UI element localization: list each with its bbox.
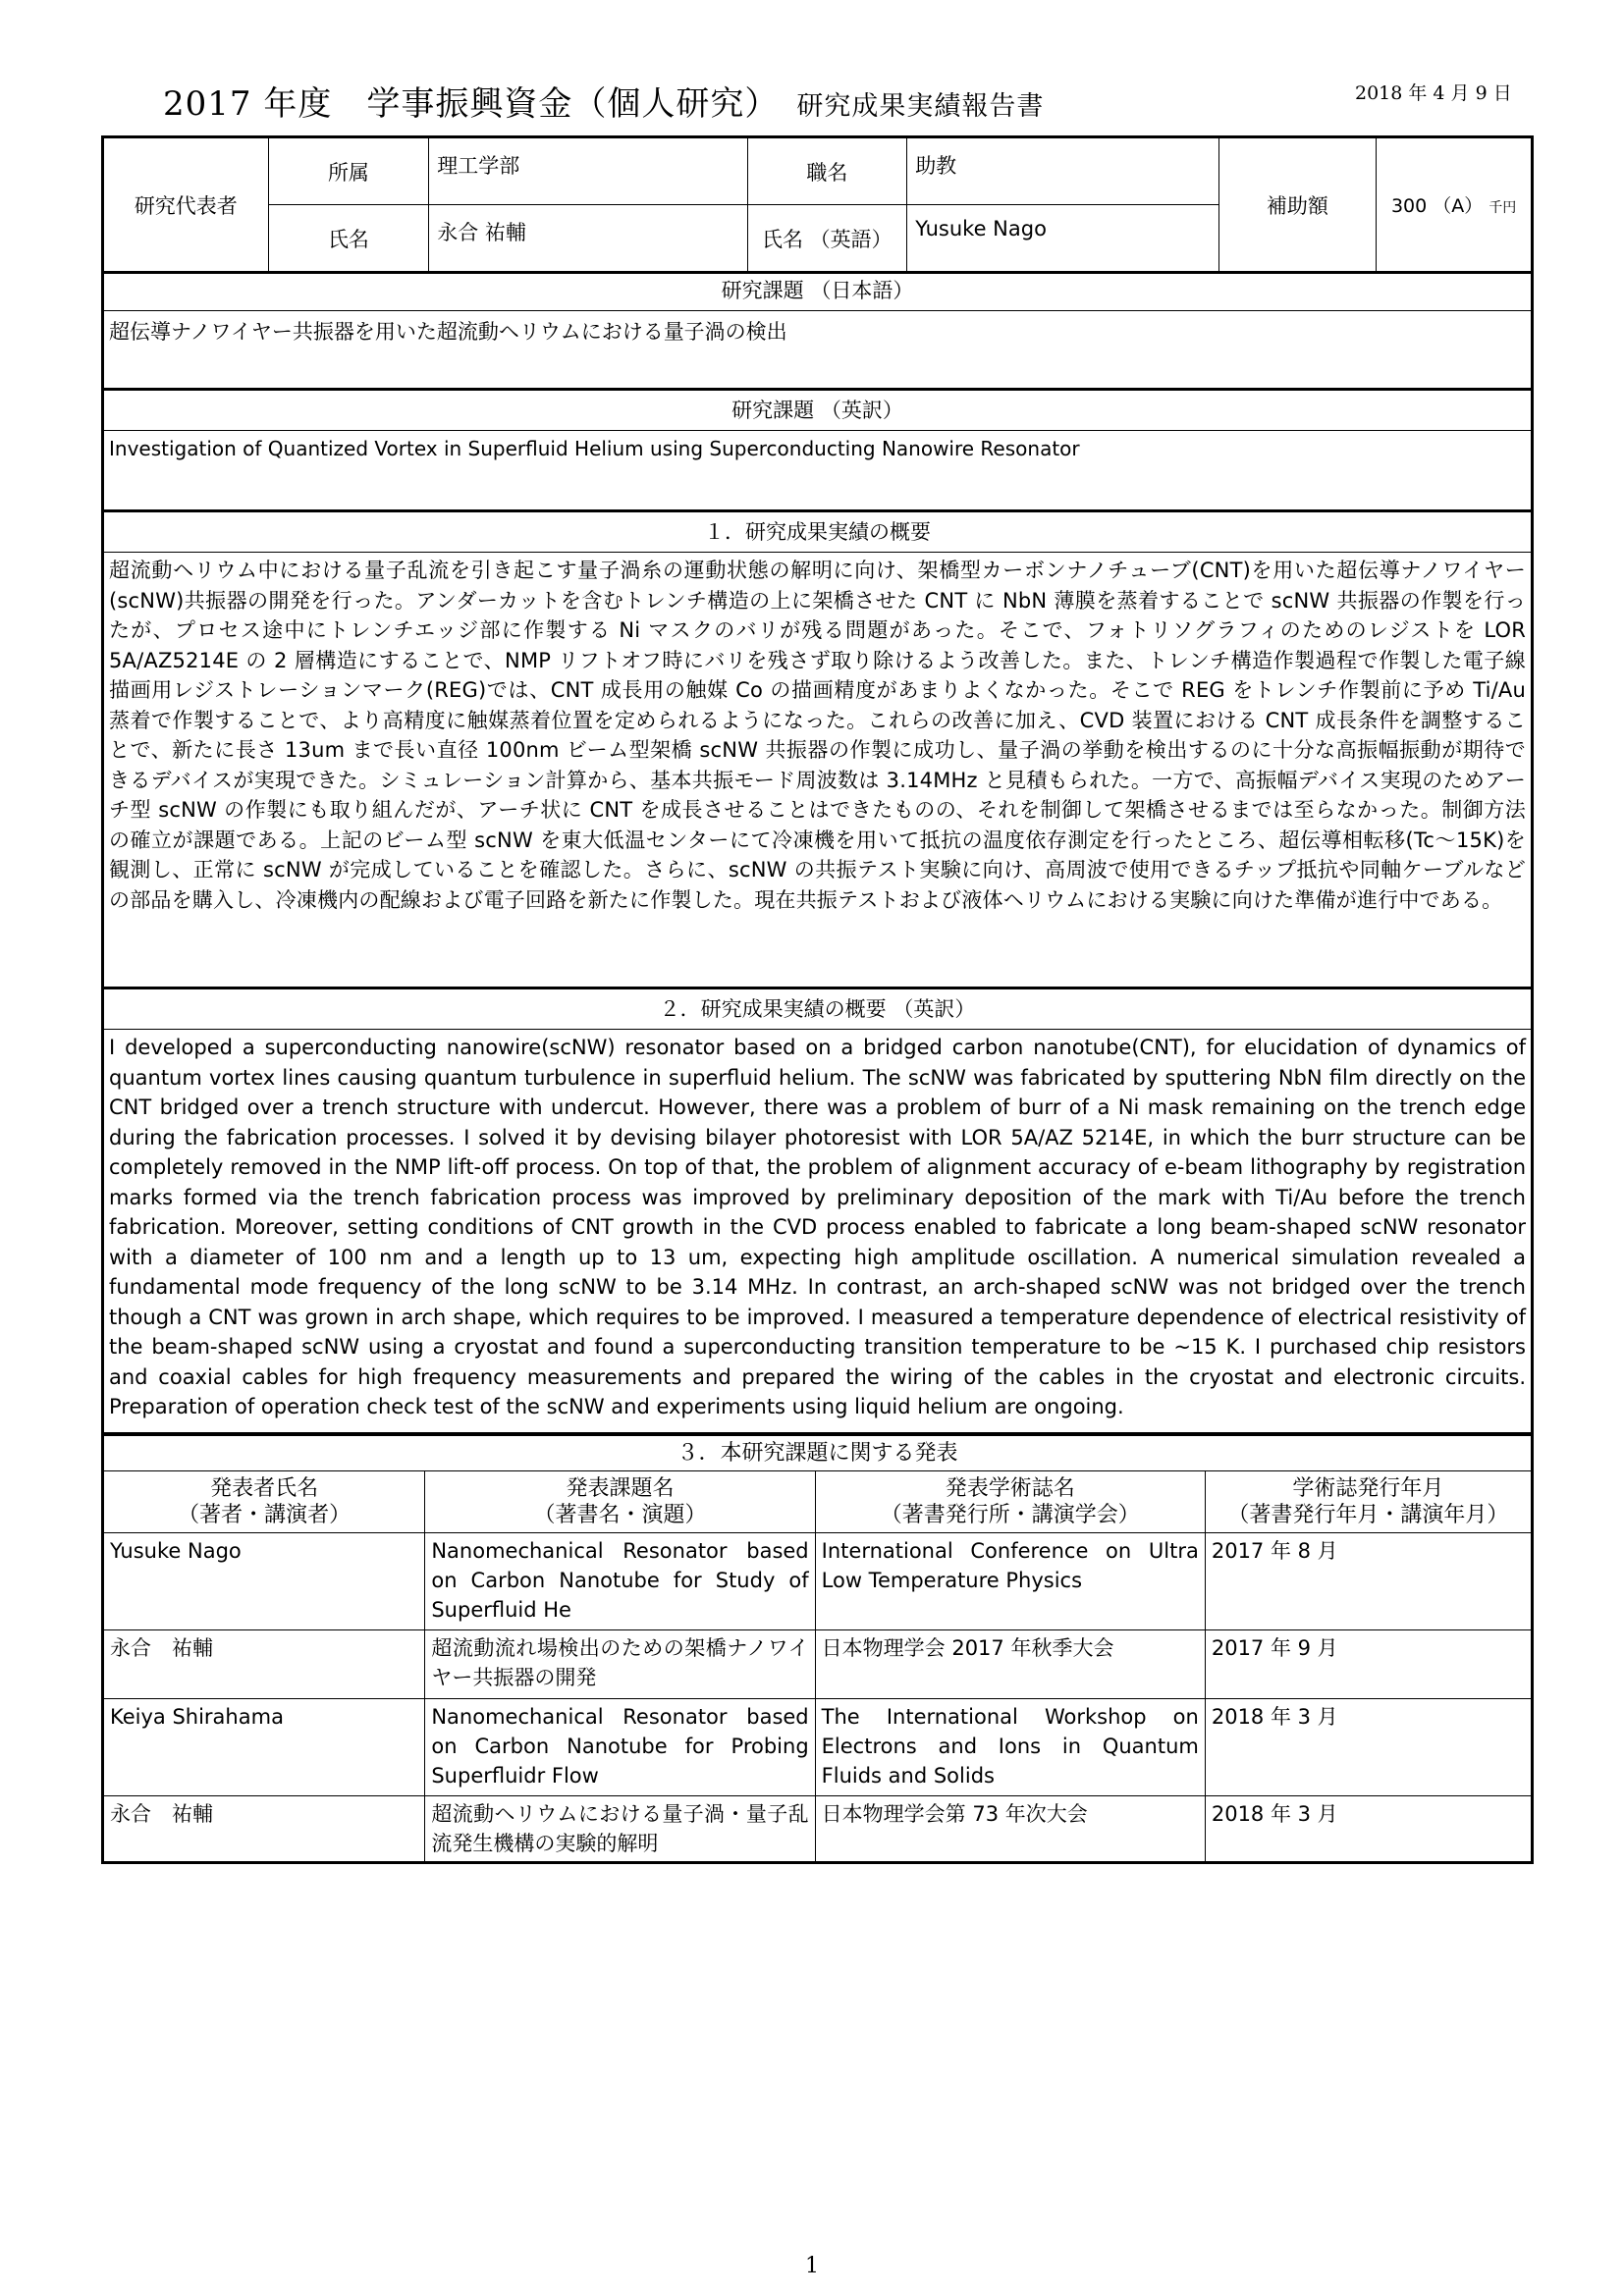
title-cell: Nanomechanical Resonator based on Carbon Nanotube for Study of Superfluid He xyxy=(425,1533,815,1630)
col-header-venue: 発表学術誌名 （著書発行所・講演学会） xyxy=(815,1471,1205,1533)
summary-en-text: I developed a superconducting nanowire(scNW) resonator based on a bridged carbon nanotube(CNT), for elucidation of dynamics of quantum vortex lines causing quantum turbulence in superfluid helium. The scNW was fabricated by sputtering NbN film directly on the CNT bridged over a trench structure with undercut. However, there was a problem of burr of a Ni mask remaining on the trench edge during the fabrication processes. I solved it by devising bilayer photoresist with LOR 5A/AZ 5214E, in which the burr structure can be completely removed in the NMP lift-off process. On top of that, the problem of alignment accuracy of e-beam lithography by registration marks formed via the trench fabrication process was improved by preliminary deposition of the mark with Ti/Au before the trench fabrication. Moreover, setting conditions of CNT growth in the CVD process enabled to fabricate a long beam-shaped scNW resonator with a diameter of 100 nm and a length up to 13 um, expecting high amplitude oscillation. A numerical simulation revealed a fundamental mode frequency of the long scNW to be 3.14 MHz. In contrast, an arch-shaped scNW was not bridged over the trench though a CNT was grown in arch shape, which requires to be improved. I measured a temperature dependence of electrical resistivity of the beam-shaped scNW using a cryostat and found a superconducting transition temperature to be ~15 K. I purchased chip resistors and coaxial cables for high frequency measurements and prepared the wiring of the cables in the cryostat and electronic circuits. Preparation of operation check test of the scNW and experiments using liquid helium are ongoing. xyxy=(109,1036,1526,1418)
summary-en-heading: ２．研究成果実績の概要 （英訳） xyxy=(104,989,1531,1030)
presenter-cell: 永合 祐輔 xyxy=(103,1796,425,1863)
venue-cell: International Conference on Ultra Low Temperature Physics xyxy=(815,1533,1205,1630)
venue-cell: 日本物理学会 2017 年秋季大会 xyxy=(815,1630,1205,1699)
col-header-presenter: 発表者氏名 （著者・講演者） xyxy=(103,1471,425,1533)
grant-amount: 300 （A） xyxy=(1390,195,1484,217)
topic-en-text: Investigation of Quantized Vortex in Superfluid Helium using Superconducting Nanowire Resonator xyxy=(109,437,1080,460)
name-label: 氏名 xyxy=(268,205,429,273)
date-cell: 2018 年 3 月 xyxy=(1205,1699,1532,1796)
topic-jp-heading: 研究課題 （日本語） xyxy=(104,271,1531,311)
topic-jp-section xyxy=(101,271,1534,391)
topic-jp-text: 超伝導ナノワイヤー共振器を用いた超流動ヘリウムにおける量子渦の検出 xyxy=(109,320,787,344)
summary-jp-text: 超流動ヘリウム中における量子乱流を引き起こす量子渦糸の運動状態の解明に向け、架橋型カーボンナノチューブ(CNT)を用いた超伝導ナノワイヤー(scNW)共振器の開発を行った。アンダーカットを含むトレンチ構造の上に架橋させた CNT に NbN 薄膜を蒸着することで scNW 共振器の作製を行ったが、プロセス途中にトレンチエッジ部に作製する Ni マスクのバリが残る問題があった。そこで、フォトリソグラフィのためのレジストを LOR 5A/AZ5214E の 2 層構造にすることで、NMP リフトオフ時にバリを残さず取り除けるよう改善した。また、トレンチ構造作製過程で作製した電子線描画用レジストレーションマーク(REG)では、CNT 成長用の触媒 Co の描画精度があまりよくなかった。そこで REG をトレンチ作製前に予め Ti/Au 蒸着で作製することで、より高精度に触媒蒸着位置を定められるようになった。これらの改善に加え、CVD 装置における CNT 成長条件を調整することで、新たに長さ 13um まで長い直径 100nm ビーム型架橋 scNW 共振器の作製に成功し、量子渦の挙動を検出するのに十分な高振幅振動が期待できるデバイスが実現できた。シミュレーション計算から、基本共振モード周波数は 3.14MHz と見積もられた。一方で、高振幅デバイス実現のためアーチ型 scNW の作製にも取り組んだが、アーチ状に CNT を成長させることはできたものの、それを制御して架橋させるまでは至らなかった。制御方法の確立が課題である。上記のビーム型 scNW を東大低温センターにて冷凍機を用いて抵抗の温度依存測定を行ったところ、超伝導相転移(Tc～15K)を観測し、正常に scNW が完成していることを確認した。さらに、scNW の共振テスト実験に向け、高周波で使用できるチップ抵抗や同軸ケーブルなどの部品を購入し、冷凍機内の配線および電子回路を新たに作製した。現在共振テストおよび液体ヘリウムにおける実験に向けた準備が進行中である。 xyxy=(109,559,1526,912)
table-row xyxy=(103,1699,1533,1796)
presenter-cell: Yusuke Nago xyxy=(103,1533,425,1630)
grant-unit: 千円 xyxy=(1489,200,1517,216)
report-title xyxy=(163,77,1044,125)
col-header-title: 発表課題名 （著書名・演題） xyxy=(425,1471,815,1533)
affiliation-label: 所属 xyxy=(268,137,429,205)
presentations-table xyxy=(101,1435,1534,1864)
report-date: 2018 年 4 月 9 日 xyxy=(1355,82,1512,104)
representative-table xyxy=(101,135,1534,274)
report-title-main: 2017 年度 学事振興資金（個人研究） xyxy=(163,84,780,124)
name-en-label: 氏名 （英語） xyxy=(747,205,907,273)
title-cell: 超流動流れ場検出のための架橋ナノワイヤー共振器の開発 xyxy=(425,1630,815,1699)
presenter-cell: Keiya Shirahama xyxy=(103,1699,425,1796)
venue-cell: The International Workshop on Electrons and Ions in Quantum Fluids and Solids xyxy=(815,1699,1205,1796)
name-value: 永合 祐輔 xyxy=(429,205,747,273)
summary-en-section xyxy=(101,989,1534,1435)
position-label: 職名 xyxy=(747,137,907,205)
page-number: 1 xyxy=(805,2254,819,2278)
col-header-date: 学術誌発行年月 （著書発行年月・講演年月） xyxy=(1205,1471,1532,1533)
affiliation-value: 理工学部 xyxy=(429,137,747,205)
date-cell: 2017 年 8 月 xyxy=(1205,1533,1532,1630)
venue-cell: 日本物理学会第 73 年次大会 xyxy=(815,1796,1205,1863)
table-row xyxy=(103,1796,1533,1863)
title-cell: Nanomechanical Resonator based on Carbon Nanotube for Probing Superfluidr Flow xyxy=(425,1699,815,1796)
name-en-value: Yusuke Nago xyxy=(907,205,1218,273)
report-title-sub: 研究成果実績報告書 xyxy=(796,91,1045,122)
table-row xyxy=(103,1630,1533,1699)
summary-jp-heading: １．研究成果実績の概要 xyxy=(104,512,1531,553)
table-row xyxy=(103,1533,1533,1630)
grant-cell xyxy=(1377,137,1533,273)
position-value: 助教 xyxy=(907,137,1218,205)
topic-en-heading: 研究課題 （英訳） xyxy=(104,391,1531,431)
grant-label: 補助額 xyxy=(1218,137,1377,273)
date-cell: 2018 年 3 月 xyxy=(1205,1796,1532,1863)
presenter-cell: 永合 祐輔 xyxy=(103,1630,425,1699)
topic-en-section xyxy=(101,391,1534,512)
title-cell: 超流動ヘリウムにおける量子渦・量子乱流発生機構の実験的解明 xyxy=(425,1796,815,1863)
presentations-heading: ３．本研究課題に関する発表 xyxy=(103,1436,1533,1471)
summary-jp-section xyxy=(101,512,1534,989)
representative-label: 研究代表者 xyxy=(103,137,269,273)
date-cell: 2017 年 9 月 xyxy=(1205,1630,1532,1699)
